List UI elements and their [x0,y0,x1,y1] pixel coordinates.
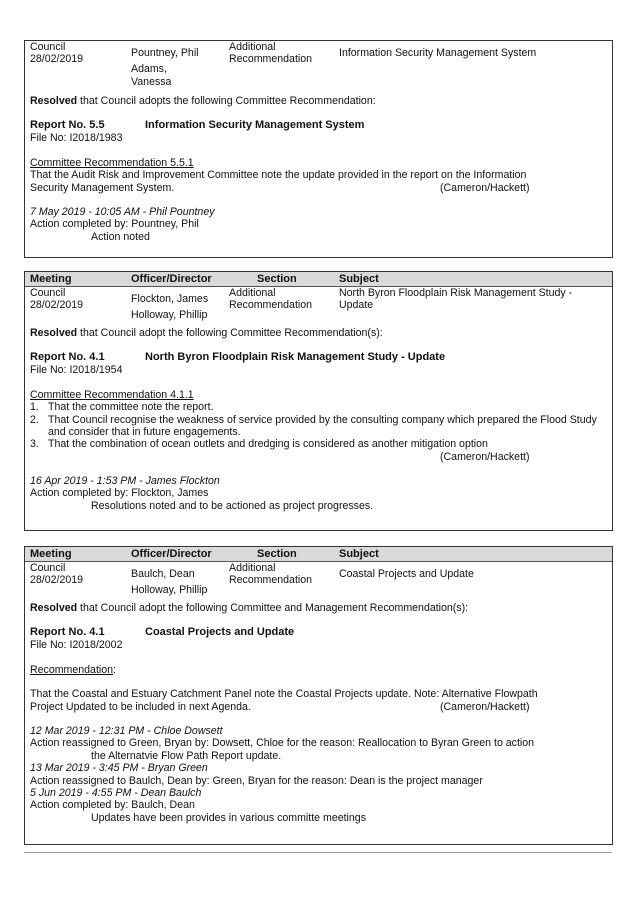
recommendation-list [25,401,612,451]
mover-seconder: (Cameron/Hackett) [440,181,530,194]
report-number: Report No. 4.1 [30,626,105,639]
subject-cell: Coastal Projects and Update [339,568,474,580]
card-header [25,272,612,287]
report-title: Coastal Projects and Update [145,626,295,639]
report-heading [25,626,612,639]
recommendation-heading-line [25,664,612,676]
action-card-1 [24,40,613,258]
recommendation-heading: Committee Recommendation 4.1.1 [30,388,194,401]
resolved-label: Resolved [30,95,78,107]
card-header [25,547,612,562]
meeting-name: Council [30,562,66,574]
header-subject: Subject [339,548,379,560]
officer-name: Flockton, James [131,293,209,305]
list-text: That Council recognise the weakness of service provided by the consulting company which prepared the Flood Study and consider that in future engagements. [48,413,597,439]
header-section: Section [257,273,297,285]
file-number: File No: I2018/1983 [30,132,123,145]
mover-seconder: (Cameron/Hackett) [440,450,530,463]
header-officer: Officer/Director [131,548,212,560]
header-meeting: Meeting [30,273,72,285]
list-item [25,414,612,439]
report-number: Report No. 5.5 [30,119,105,132]
meeting-name: Council [30,287,66,299]
list-item [25,401,612,413]
officer-secondary-line: Adams, [131,63,167,76]
log-entry-note: Resolutions noted and to be actioned as project progresses. [91,499,374,512]
section-cell [229,287,312,312]
officer-name: Baulch, Dean [131,568,195,580]
page-footer-divider [24,852,612,853]
section-line: Additional [229,41,276,53]
header-section: Section [257,548,297,560]
log-entry-note: Updates have been provides in various committe meetings [91,811,366,824]
report-heading [25,119,612,132]
section-cell [229,41,312,66]
subject-cell: Information Security Management System [339,47,537,59]
officer-cell [131,47,199,88]
meeting-name: Council [30,41,66,53]
section-line: Recommendation [229,53,313,66]
officer-cell [131,293,208,322]
log-entry-timestamp: 13 Mar 2019 - 3:45 PM - Bryan Green [30,762,208,775]
log-entry-timestamp: 7 May 2019 - 10:05 AM - Phil Pountney [30,206,215,219]
log-entry-note: the Alternatvie Flow Path Report update. [91,749,282,762]
recommendation-text: That the Audit Risk and Improvement Committee note the update provided in the report on the Information [30,169,527,182]
file-number: File No: I2018/2002 [30,639,123,652]
mover-seconder: (Cameron/Hackett) [440,700,530,713]
list-text: That the combination of ocean outlets and dredging is considered as another mitigation option [48,438,488,451]
list-number: 3. [30,438,39,451]
log-entry-action: Action completed by: Baulch, Dean [30,799,195,812]
section-cell [229,562,312,587]
card-summary-row [25,41,612,95]
recommendation-text-line: Project Updated to be included in next Agenda. [30,700,251,713]
header-officer: Officer/Director [131,273,212,285]
resolved-label: Resolved [30,327,78,339]
recommendation-text-cont [25,701,612,713]
meeting-cell [25,287,83,312]
log-entry-timestamp: 12 Mar 2019 - 12:31 PM - Chloe Dowsett [30,725,223,738]
recommendation-text: That the Coastal and Estuary Catchment Panel note the Coastal Projects update. Note: Alternative Flowpath [30,688,538,701]
subject-line: North Byron Floodplain Risk Management Study - [339,287,573,299]
officer-secondary [131,63,199,88]
section-line: Additional [229,562,276,574]
resolved-text: that Council adopts the following Committee Recommendation: [77,95,376,107]
meeting-date: 28/02/2019 [30,299,84,312]
recommendation-heading: Recommendation [30,663,114,676]
report-title: North Byron Floodplain Risk Management Study - Update [145,351,446,364]
log-entry-action: Action completed by: Flockton, James [30,487,209,500]
subject-line: Update [339,299,374,312]
log-entry-action: Action reassigned to Baulch, Dean by: Green, Bryan for the reason: Dean is the project manager [30,774,483,787]
meeting-cell [25,41,83,66]
officer-cell [131,568,207,597]
list-number: 1. [30,401,39,414]
recommendation-text-cont [25,182,612,194]
officer-secondary: Holloway, Phillip [131,309,208,322]
subject-cell [339,287,572,312]
file-number: File No: I2018/1954 [30,364,123,377]
section-line: Recommendation [229,299,313,312]
meeting-date: 28/02/2019 [30,574,84,587]
resolved-label: Resolved [30,602,78,614]
resolved-line [25,95,612,107]
header-subject: Subject [339,273,379,285]
officer-secondary: Holloway, Phillip [131,584,208,597]
list-number: 2. [30,413,39,426]
resolved-line [25,327,612,339]
log-entry-action: Action reassigned to Green, Bryan by: Dowsett, Chloe for the reason: Reallocation to Byran Green to action [30,737,535,750]
action-card-2 [24,271,613,531]
officer-name: Pountney, Phil [131,47,199,59]
section-line: Additional [229,287,276,299]
log-entry-action: Action completed by: Pountney, Phil [30,218,199,231]
header-meeting: Meeting [30,548,72,560]
officer-secondary-line: Vanessa [131,75,172,88]
list-item [25,438,612,450]
log-entry-timestamp: 16 Apr 2019 - 1:53 PM - James Flockton [30,474,220,487]
resolved-line [25,602,612,614]
report-heading [25,351,612,364]
log-entry-timestamp: 5 Jun 2019 - 4:55 PM - Dean Baulch [30,787,202,800]
recommendation-heading: Committee Recommendation 5.5.1 [30,156,194,169]
recommendation-text-line: Security Management System. [30,181,175,194]
meeting-date: 28/02/2019 [30,53,84,66]
card-summary-row [25,562,612,602]
resolved-text: that Council adopt the following Committee Recommendation(s): [77,327,383,339]
meeting-cell [25,562,83,587]
resolved-text: that Council adopt the following Committee and Management Recommendation(s): [77,602,469,614]
section-line: Recommendation [229,574,313,587]
action-card-3 [24,546,613,845]
mover-line [25,451,612,463]
list-text: That the committee note the report. [48,401,214,414]
recommendation-colon: : [113,663,116,676]
report-title: Information Security Management System [145,119,365,132]
log-entry-note: Action noted [91,230,150,243]
card-summary-row [25,287,612,327]
report-number: Report No. 4.1 [30,351,105,364]
